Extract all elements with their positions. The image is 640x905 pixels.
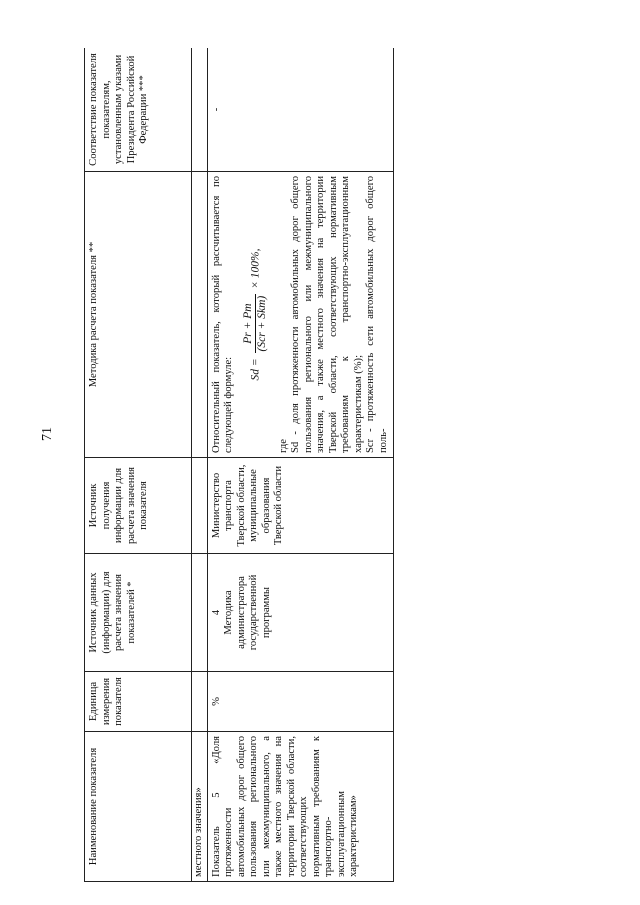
method-where-label: где: [277, 439, 289, 453]
indicator-5-unit: %: [207, 672, 394, 732]
header-name: Наименование показателя: [85, 732, 192, 882]
header-data-source: Источник данных (информации) для расчета значения показателей *: [85, 554, 192, 672]
header-compliance: Соответствие показателя показателям, установленным указами Президента Российской Федерации ***: [85, 48, 192, 172]
indicator-5-method-cell: [207, 172, 394, 458]
table-header-row: [85, 48, 192, 882]
rotated-table-wrapper: [84, 48, 594, 882]
indicator-5-info-source: Министерство транспорта Тверской области, муниципальные образования Тверской области: [207, 458, 394, 554]
header-info-source: Источник получения информации для расчета значения показателя: [85, 458, 192, 554]
page-number: 71: [40, 427, 55, 441]
indicator-5-compliance: -: [207, 48, 394, 172]
method-formula: [242, 176, 270, 453]
continuation-name-cell: местного значения»: [192, 732, 208, 882]
formula-fraction: [242, 294, 270, 354]
formula-denominator: (Scr + Skm): [256, 295, 269, 352]
indicators-table: [84, 48, 394, 882]
header-unit: Единица измерения показателя: [85, 672, 192, 732]
table-canvas: [84, 48, 594, 882]
formula-suffix: × 100%,: [249, 248, 262, 289]
indicator-5-data-source: Методика администратора государственной программы: [223, 574, 272, 651]
indicator-5-name: Показатель 5 «Доля протяженности автомобильных дорог общего пользования регионального или межмуниципального, а также местного значения на территории Тверской области, соответствующих нормативным требованиям к транспортно-эксплуатационным характеристикам»: [207, 732, 394, 882]
method-sd-definition: Sd - доля протяженности автомобильных дорог общего пользования регионального или межмуниципального значения, а также местного значения на территории Тверской области, соответствующих нормативным требованиям к транспортно-эксплуатационным характеристикам (%);: [290, 176, 364, 453]
indicator-5-data-source-number: 4: [210, 609, 222, 616]
formula-lhs: Sd =: [249, 358, 262, 381]
formula-numerator: Pr + Pm: [242, 294, 257, 354]
continuation-empty-cell: [192, 172, 208, 458]
indicator-5-row: [207, 48, 394, 882]
continuation-empty-cell: [192, 554, 208, 672]
method-scr-definition: Scr - протяженность сети автомобильных дорог общего поль-: [365, 176, 389, 453]
indicator-5-data-source-cell: [207, 554, 394, 672]
continuation-empty-cell: [192, 48, 208, 172]
continuation-row: [192, 48, 208, 882]
continuation-empty-cell: [192, 672, 208, 732]
continuation-empty-cell: [192, 458, 208, 554]
method-intro: Относительный показатель, который рассчитывается по следующей формуле:: [210, 176, 234, 453]
header-method: Методика расчета показателя **: [85, 172, 192, 458]
